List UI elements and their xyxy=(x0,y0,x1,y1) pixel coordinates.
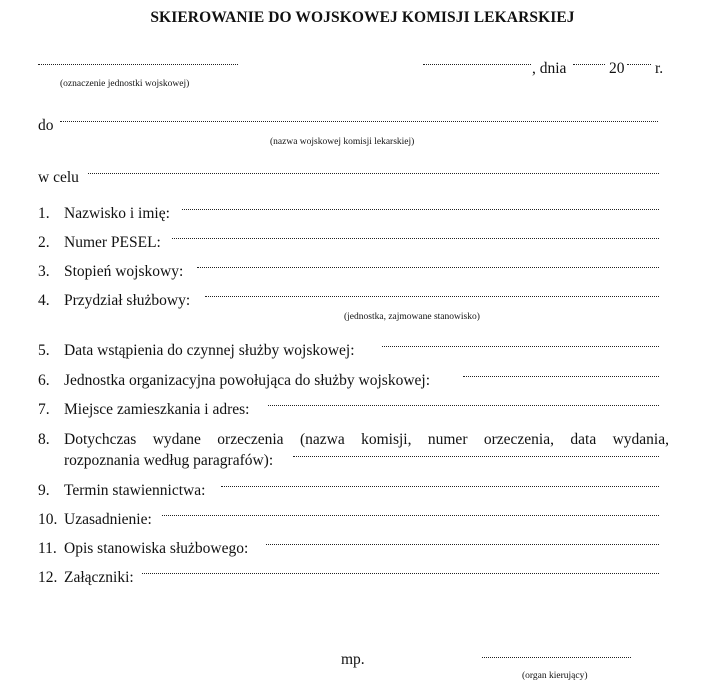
year-field[interactable] xyxy=(627,64,651,65)
place-field[interactable] xyxy=(423,64,531,65)
assignment-field[interactable] xyxy=(205,296,659,297)
document-title: SKIEROWANIE DO WOJSKOWEJ KOMISJI LEKARSKIEJ xyxy=(150,9,575,26)
item-number: 3. xyxy=(38,263,50,280)
item-number: 1. xyxy=(38,205,50,222)
item-number: 5. xyxy=(38,342,50,359)
item-number: 8. xyxy=(38,431,50,448)
pesel-label: Numer PESEL: xyxy=(64,234,161,251)
item-number: 2. xyxy=(38,234,50,251)
year-suffix: r. xyxy=(655,60,664,77)
job-description-label: Opis stanowiska służbowego: xyxy=(64,540,249,557)
item-number: 9. xyxy=(38,482,50,499)
item-number: 6. xyxy=(38,372,50,389)
commission-field[interactable] xyxy=(60,121,658,122)
dnia-label: , dnia xyxy=(532,60,567,77)
prior-rulings-label: Dotychczas wydane orzeczenia (nazwa komisji, numer orzeczenia, data wydania, xyxy=(64,431,669,448)
signature-caption: (organ kierujący) xyxy=(522,671,588,681)
commission-caption: (nazwa wojskowej komisji lekarskiej) xyxy=(270,137,415,147)
rank-label: Stopień wojskowy: xyxy=(64,263,184,280)
year-prefix: 20 xyxy=(609,60,625,77)
org-unit-field[interactable] xyxy=(463,376,659,377)
attachments-label: Załączniki: xyxy=(64,569,134,586)
rank-field[interactable] xyxy=(197,267,659,268)
unit-field[interactable] xyxy=(38,64,238,65)
signature-field[interactable] xyxy=(482,657,631,658)
pesel-field[interactable] xyxy=(172,238,659,239)
stamp-label: mp. xyxy=(341,651,365,668)
attachments-field[interactable] xyxy=(142,573,659,574)
item-number: 12. xyxy=(38,569,58,586)
address-label: Miejsce zamieszkania i adres: xyxy=(64,401,250,418)
item-number: 4. xyxy=(38,292,50,309)
item-number: 11. xyxy=(38,540,57,557)
prior-rulings-field[interactable] xyxy=(293,456,659,457)
service-start-label: Data wstąpienia do czynnej służby wojskowej: xyxy=(64,342,355,359)
unit-caption: (oznaczenie jednostki wojskowej) xyxy=(60,79,190,89)
deadline-field[interactable] xyxy=(221,486,659,487)
purpose-field[interactable] xyxy=(88,173,659,174)
day-month-field[interactable] xyxy=(573,64,605,65)
to-label: do xyxy=(38,117,54,134)
name-label: Nazwisko i imię: xyxy=(64,205,170,222)
prior-rulings-label-cont: rozpoznania według paragrafów): xyxy=(64,452,274,469)
service-start-field[interactable] xyxy=(382,346,659,347)
item-number: 10. xyxy=(38,511,58,528)
org-unit-label: Jednostka organizacyjna powołująca do służby wojskowej: xyxy=(64,372,431,389)
justification-label: Uzasadnienie: xyxy=(64,511,152,528)
item-number: 7. xyxy=(38,401,50,418)
address-field[interactable] xyxy=(268,405,659,406)
purpose-label: w celu xyxy=(38,169,79,186)
justification-field[interactable] xyxy=(162,515,659,516)
deadline-label: Termin stawiennictwa: xyxy=(64,482,206,499)
job-description-field[interactable] xyxy=(266,544,659,545)
assignment-label: Przydział służbowy: xyxy=(64,292,191,309)
assignment-caption: (jednostka, zajmowane stanowisko) xyxy=(344,312,480,322)
name-field[interactable] xyxy=(182,209,659,210)
